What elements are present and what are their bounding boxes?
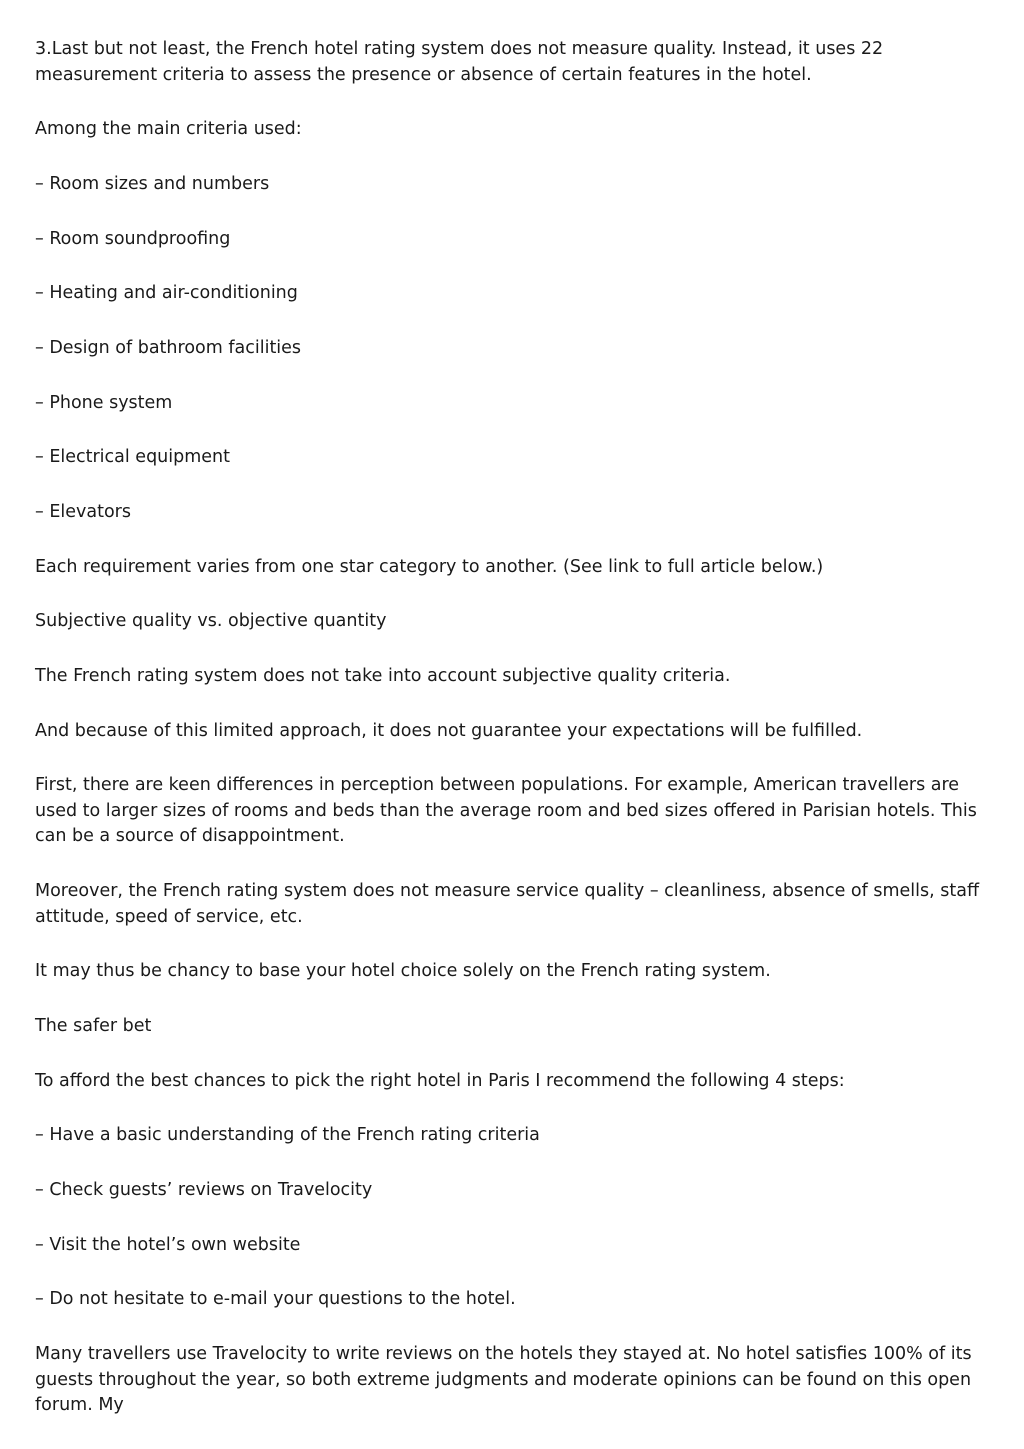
criteria-item-soundproofing: – Room soundproofing bbox=[35, 228, 231, 249]
steps-intro-paragraph: To afford the best chances to pick the right hotel in Paris I recommend the following 4 steps: bbox=[35, 1070, 845, 1091]
criteria-item-bathroom: – Design of bathroom facilities bbox=[35, 337, 302, 358]
step-item-email: – Do not hesitate to e-mail your questions to the hotel. bbox=[35, 1289, 516, 1310]
step-item-rating-criteria: – Have a basic understanding of the French rating criteria bbox=[35, 1125, 540, 1146]
criteria-item-heating: – Heating and air-conditioning bbox=[35, 283, 298, 304]
criteria-item-elevators: – Elevators bbox=[35, 502, 131, 522]
step-item-website: – Visit the hotel’s own website bbox=[35, 1234, 301, 1255]
intro-paragraph: 3.Last but not least, the French hotel rating system does not measure quality. Instead, it uses 22 measurement criteria to assess the presence or absence of certain features in the hotel. bbox=[35, 39, 884, 85]
step-item-travelocity: – Check guests’ reviews on Travelocity bbox=[35, 1180, 373, 1201]
perception-paragraph: First, there are keen differences in perception between populations. For example, American travellers are used to larger sizes of rooms and beds than the average room and bed sizes offered in Parisian hotels. This can be a source of disappointment. bbox=[35, 775, 977, 847]
travelocity-paragraph: Many travellers use Travelocity to write reviews on the hotels they stayed at. No hotel satisfies 100% of its guests throughout the year, so both extreme judgments and moderate opinions can be found on this open forum. My bbox=[35, 1344, 972, 1416]
document-body bbox=[35, 37, 985, 1419]
subjective-paragraph: The French rating system does not take into account subjective quality criteria. bbox=[35, 666, 731, 687]
requirement-paragraph: Each requirement varies from one star category to another. (See link to full article below.) bbox=[35, 556, 824, 577]
criteria-item-room-sizes: – Room sizes and numbers bbox=[35, 173, 270, 194]
chancy-paragraph: It may thus be chancy to base your hotel choice solely on the French rating system. bbox=[35, 961, 771, 982]
section-heading-safer-bet: The safer bet bbox=[35, 1016, 152, 1036]
service-quality-paragraph: Moreover, the French rating system does not measure service quality – cleanliness, absence of smells, staff attitude, speed of service, etc. bbox=[35, 881, 980, 927]
limited-approach-paragraph: And because of this limited approach, it does not guarantee your expectations will be fulfilled. bbox=[35, 720, 863, 741]
criteria-heading: Among the main criteria used: bbox=[35, 119, 302, 140]
criteria-item-phone: – Phone system bbox=[35, 392, 173, 413]
criteria-item-electrical: – Electrical equipment bbox=[35, 447, 231, 468]
section-heading-subjective-quality: Subjective quality vs. objective quantity bbox=[35, 611, 387, 632]
